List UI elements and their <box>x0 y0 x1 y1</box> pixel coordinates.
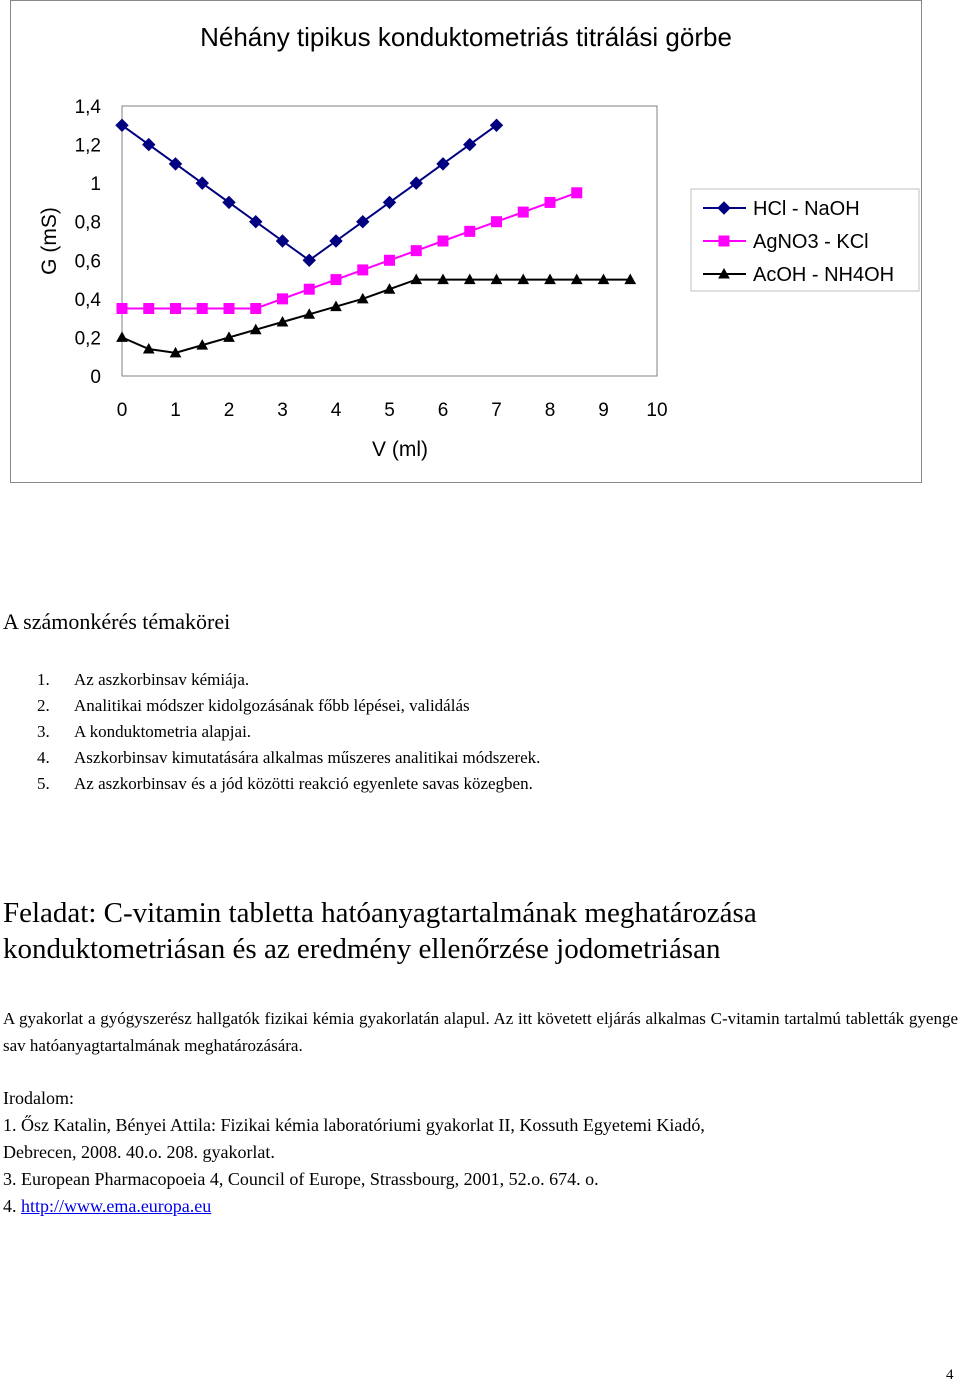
list-item-text: Az aszkorbinsav kémiája. <box>74 670 250 689</box>
list-item-text: A konduktometria alapjai. <box>74 722 252 741</box>
x-tick-label: 9 <box>598 400 609 421</box>
list-item <box>37 667 540 693</box>
legend-label: AgNO3 - KCl <box>753 231 869 253</box>
chart-container <box>10 0 922 483</box>
y-tick-label: 0,4 <box>74 289 101 311</box>
y-tick-label: 0,8 <box>74 212 101 234</box>
task-description: A gyakorlat a gyógyszerész hallgatók fizikai kémia gyakorlatán alapul. Az itt követett eljárás alkalmas C-vitamin tartalmú tabletták gyenge sav hatóanyagtartalmának meghatározására. <box>3 1009 958 1055</box>
list-item-number: 2. <box>37 696 50 715</box>
data-point <box>197 304 207 314</box>
reference-item-link-row <box>3 1193 953 1220</box>
list-item-number: 4. <box>37 748 50 767</box>
data-point <box>304 284 314 294</box>
list-item <box>37 745 540 771</box>
list-item <box>37 693 540 719</box>
data-point <box>358 265 368 275</box>
section-title: A számonkérés témakörei <box>3 609 231 634</box>
list-item-text: Az aszkorbinsav és a jód közötti reakció egyenlete savas közegben. <box>74 774 533 793</box>
task-title: Feladat: C-vitamin tabletta hatóanyagtartalmának meghatározása konduktometriásan és az eredmény ellenőrzése jodometriásan <box>3 897 757 965</box>
data-point <box>144 304 154 314</box>
legend-label: HCl - NaOH <box>753 198 860 220</box>
data-point <box>438 236 448 246</box>
y-tick-label: 1,2 <box>74 135 101 157</box>
y-tick-label: 0,6 <box>74 251 101 273</box>
list-item-text: Analitikai módszer kidolgozásának főbb lépései, validálás <box>74 696 470 715</box>
list-item-number: 5. <box>37 774 50 793</box>
y-tick-label: 0 <box>90 367 101 388</box>
data-point <box>224 304 234 314</box>
data-point <box>171 304 181 314</box>
data-point <box>572 188 582 198</box>
x-tick-label: 4 <box>330 400 342 421</box>
x-axis-label: V (ml) <box>372 438 428 461</box>
y-tick-label: 1,4 <box>74 97 101 118</box>
list-item <box>37 719 540 745</box>
data-point <box>465 226 475 236</box>
page-number: 4 <box>946 1367 954 1383</box>
x-tick-label: 8 <box>544 400 556 421</box>
data-point <box>492 217 502 227</box>
reference-link[interactable]: http://www.ema.europa.eu <box>21 1196 212 1216</box>
x-tick-label: 10 <box>646 400 668 421</box>
list-item-text: Aszkorbinsav kimutatására alkalmas műszeres analitikai módszerek. <box>74 748 541 767</box>
chart-title: Néhány tipikus konduktometriás titrálási görbe <box>200 22 732 52</box>
series-line <box>122 193 577 309</box>
data-point <box>518 207 528 217</box>
series-line <box>122 280 630 353</box>
data-point <box>545 197 555 207</box>
y-tick-label: 0,2 <box>74 328 101 350</box>
x-tick-label: 3 <box>277 400 288 421</box>
references-heading: Irodalom: <box>3 1088 74 1108</box>
x-tick-label: 1 <box>170 400 181 421</box>
x-tick-label: 2 <box>223 400 235 421</box>
reference-item: 1. Ősz Katalin, Bényei Attila: Fizikai kémia laboratóriumi gyakorlat II, Kossuth Egyetemi Kiadó, <box>3 1115 705 1135</box>
x-tick-label: 6 <box>437 400 449 421</box>
data-point <box>278 294 288 304</box>
data-point <box>117 304 127 314</box>
conductometric-titration-chart <box>11 1 921 482</box>
legend-marker <box>719 236 729 246</box>
reference-item: 3. European Pharmacopoeia 4, Council of Europe, Strassbourg, 2001, 52.o. 674. o. <box>3 1169 599 1189</box>
data-point <box>117 332 127 341</box>
reference-link-prefix: 4. <box>3 1196 21 1216</box>
x-tick-label: 5 <box>384 400 395 421</box>
list-item <box>37 771 540 797</box>
data-point <box>411 246 421 256</box>
list-item-number: 1. <box>37 670 50 689</box>
reference-item: Debrecen, 2008. 40.o. 208. gyakorlat. <box>3 1142 275 1162</box>
references <box>3 1085 953 1220</box>
data-point <box>331 275 341 285</box>
x-tick-label: 0 <box>116 400 128 421</box>
y-tick-label: 1 <box>90 174 101 196</box>
y-axis-label: G (mS) <box>38 207 61 275</box>
plot-area <box>122 106 657 376</box>
legend-label: AcOH - NH4OH <box>753 264 895 286</box>
data-point <box>251 304 261 314</box>
topic-list <box>37 667 540 797</box>
x-tick-label: 7 <box>491 400 502 421</box>
list-item-number: 3. <box>37 722 50 741</box>
data-point <box>385 255 395 265</box>
